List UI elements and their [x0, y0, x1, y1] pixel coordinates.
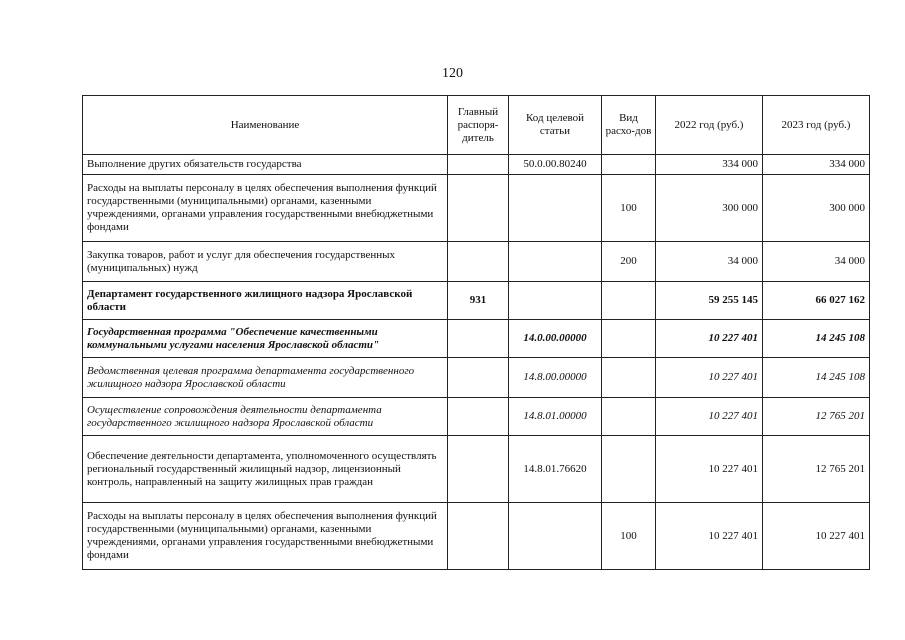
header-year-2023: 2023 год (руб.) — [763, 96, 870, 155]
table-row — [83, 436, 870, 503]
cell-name: Осуществление сопровождения деятельности департамента государственного жилищного надзора Ярославской области — [83, 398, 448, 436]
cell-admin — [448, 242, 509, 282]
cell-kind — [602, 398, 656, 436]
table-row — [83, 155, 870, 175]
cell-2022: 10 227 401 — [656, 503, 763, 570]
cell-2023: 34 000 — [763, 242, 870, 282]
cell-2023: 12 765 201 — [763, 398, 870, 436]
cell-2023: 10 227 401 — [763, 503, 870, 570]
cell-name: Расходы на выплаты персоналу в целях обеспечения выполнения функций государственными (муниципальными) органами, казенными учреждениями, органами управления государственными внебюджетными фондами — [83, 175, 448, 242]
cell-name: Выполнение других обязательств государства — [83, 155, 448, 175]
cell-2022: 10 227 401 — [656, 398, 763, 436]
cell-admin: 931 — [448, 282, 509, 320]
header-year-2022: 2022 год (руб.) — [656, 96, 763, 155]
cell-code: 14.8.01.00000 — [509, 398, 602, 436]
cell-2023: 300 000 — [763, 175, 870, 242]
cell-name: Департамент государственного жилищного надзора Ярославской области — [83, 282, 448, 320]
table-row — [83, 358, 870, 398]
header-kind: Вид расхо-дов — [602, 96, 656, 155]
cell-2023: 14 245 108 — [763, 358, 870, 398]
table-row — [83, 282, 870, 320]
header-name: Наименование — [83, 96, 448, 155]
cell-2023: 12 765 201 — [763, 436, 870, 503]
cell-2023: 66 027 162 — [763, 282, 870, 320]
cell-kind: 200 — [602, 242, 656, 282]
table-row — [83, 175, 870, 242]
cell-kind: 100 — [602, 503, 656, 570]
cell-2022: 10 227 401 — [656, 320, 763, 358]
cell-name: Закупка товаров, работ и услуг для обеспечения государственных (муниципальных) нужд — [83, 242, 448, 282]
cell-kind — [602, 320, 656, 358]
cell-2023: 334 000 — [763, 155, 870, 175]
cell-admin — [448, 175, 509, 242]
header-code: Код целевой статьи — [509, 96, 602, 155]
table-row — [83, 398, 870, 436]
cell-code: 50.0.00.80240 — [509, 155, 602, 175]
table-header-row — [83, 96, 870, 155]
cell-name: Обеспечение деятельности департамента, уполномоченного осуществлять региональный государственный жилищный надзор, лицензионный контроль, направленный на защиту жилищных прав граждан — [83, 436, 448, 503]
cell-kind: 100 — [602, 175, 656, 242]
table-row — [83, 320, 870, 358]
header-admin: Главный распоря-дитель — [448, 96, 509, 155]
table-row — [83, 503, 870, 570]
table-row — [83, 242, 870, 282]
cell-kind — [602, 358, 656, 398]
cell-code: 14.0.00.00000 — [509, 320, 602, 358]
page-number: 120 — [442, 66, 463, 81]
cell-admin — [448, 155, 509, 175]
cell-2022: 59 255 145 — [656, 282, 763, 320]
table-body — [83, 155, 870, 570]
cell-kind — [602, 436, 656, 503]
cell-code — [509, 242, 602, 282]
budget-table — [82, 95, 870, 570]
cell-name: Ведомственная целевая программа департамента государственного жилищного надзора Ярославской области — [83, 358, 448, 398]
cell-code: 14.8.01.76620 — [509, 436, 602, 503]
cell-code — [509, 282, 602, 320]
cell-2022: 10 227 401 — [656, 358, 763, 398]
cell-admin — [448, 398, 509, 436]
cell-code — [509, 503, 602, 570]
cell-name: Государственная программа "Обеспечение качественными коммунальными услугами населения Ярославской области" — [83, 320, 448, 358]
cell-name: Расходы на выплаты персоналу в целях обеспечения выполнения функций государственными (муниципальными) органами, казенными учреждениями, органами управления государственными внебюджетными фондами — [83, 503, 448, 570]
cell-2022: 10 227 401 — [656, 436, 763, 503]
cell-kind — [602, 155, 656, 175]
cell-code — [509, 175, 602, 242]
cell-admin — [448, 358, 509, 398]
cell-kind — [602, 282, 656, 320]
cell-2022: 334 000 — [656, 155, 763, 175]
cell-admin — [448, 320, 509, 358]
cell-2022: 34 000 — [656, 242, 763, 282]
cell-admin — [448, 436, 509, 503]
cell-2022: 300 000 — [656, 175, 763, 242]
cell-code: 14.8.00.00000 — [509, 358, 602, 398]
cell-2023: 14 245 108 — [763, 320, 870, 358]
cell-admin — [448, 503, 509, 570]
